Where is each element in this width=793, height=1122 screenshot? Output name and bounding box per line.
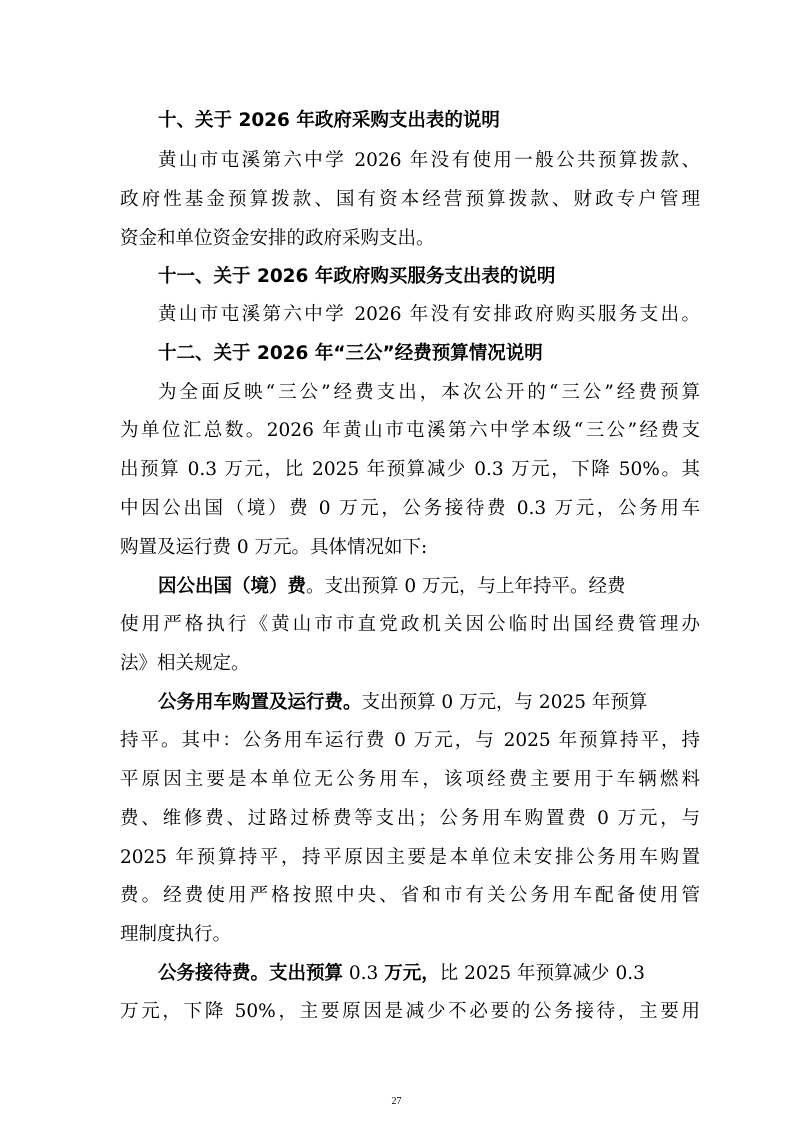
paragraph-travel-line-2: 使用严格执行《黄山市市直党政机关因公临时出国经费管理办: [120, 614, 700, 635]
section-10-heading: 十、关于 2026 年政府采购支出表的说明: [158, 110, 500, 131]
paragraph-vehicle-line-1: 公务用车购置及运行费。支出预算 0 万元，与 2025 年预算: [158, 692, 648, 713]
section-12-line-4: 中因公出国（境）费 0 万元，公务接待费 0.3 万元，公务用车: [120, 498, 700, 519]
section-12-line-5: 购置及运行费 0 万元。具体情况如下:: [120, 537, 428, 558]
paragraph-reception-line-2: 万元，下降 50%，主要原因是减少不必要的公务接待，主要用: [120, 1001, 700, 1022]
section-12-line-1: 为全面反映“三公”经费支出，本次公开的“三公”经费预算: [158, 382, 700, 403]
paragraph-vehicle-line-4: 费、维修费、过路过桥费等支出；公务用车购置费 0 万元，与: [120, 808, 700, 829]
page-number: 27: [391, 1096, 402, 1107]
paragraph-reception-title: 公务接待费。支出预算: [158, 963, 344, 984]
section-10-line-3: 资金和单位资金安排的政府采购支出。: [120, 228, 435, 249]
paragraph-vehicle-line-3: 平原因主要是本单位无公务用车，该项经费主要用于车辆燃料: [120, 769, 700, 790]
paragraph-vehicle-line-6: 费。经费使用严格按照中央、省和市有关公务用车配备使用管: [120, 885, 700, 906]
paragraph-vehicle-line-7: 理制度执行。: [120, 924, 232, 945]
section-10-line-2: 政府性基金预算拨款、国有资本经营预算拨款、财政专户管理: [120, 189, 700, 210]
paragraph-vehicle-title: 公务用车购置及运行费。: [158, 692, 362, 713]
section-11-line-1: 黄山市屯溪第六中学 2026 年没有安排政府购买服务支出。: [158, 304, 700, 325]
paragraph-travel-line-3: 法》相关规定。: [120, 653, 250, 674]
section-12-heading: 十二、关于 2026 年“三公”经费预算情况说明: [158, 343, 543, 364]
section-11-heading: 十一、关于 2026 年政府购买服务支出表的说明: [158, 266, 556, 287]
paragraph-vehicle-line-5: 2025 年预算持平，持平原因主要是本单位未安排公务用车购置: [120, 847, 700, 868]
paragraph-reception-line-1: 公务接待费。支出预算 0.3 万元，比 2025 年预算减少 0.3: [158, 963, 645, 984]
paragraph-travel-line-1: 因公出国（境）费。支出预算 0 万元，与上年持平。经费: [158, 576, 626, 597]
section-10-line-1: 黄山市屯溪第六中学 2026 年没有使用一般公共预算拨款、: [158, 150, 700, 171]
section-12-line-3: 出预算 0.3 万元，比 2025 年预算减少 0.3 万元，下降 50%。其: [120, 459, 700, 480]
paragraph-travel-title: 因公出国（境）费: [158, 576, 307, 597]
paragraph-vehicle-line-2: 持平。其中：公务用车运行费 0 万元，与 2025 年预算持平，持: [120, 730, 700, 751]
section-12-line-2: 为单位汇总数。2026 年黄山市屯溪第六中学本级“三公”经费支: [120, 420, 700, 441]
